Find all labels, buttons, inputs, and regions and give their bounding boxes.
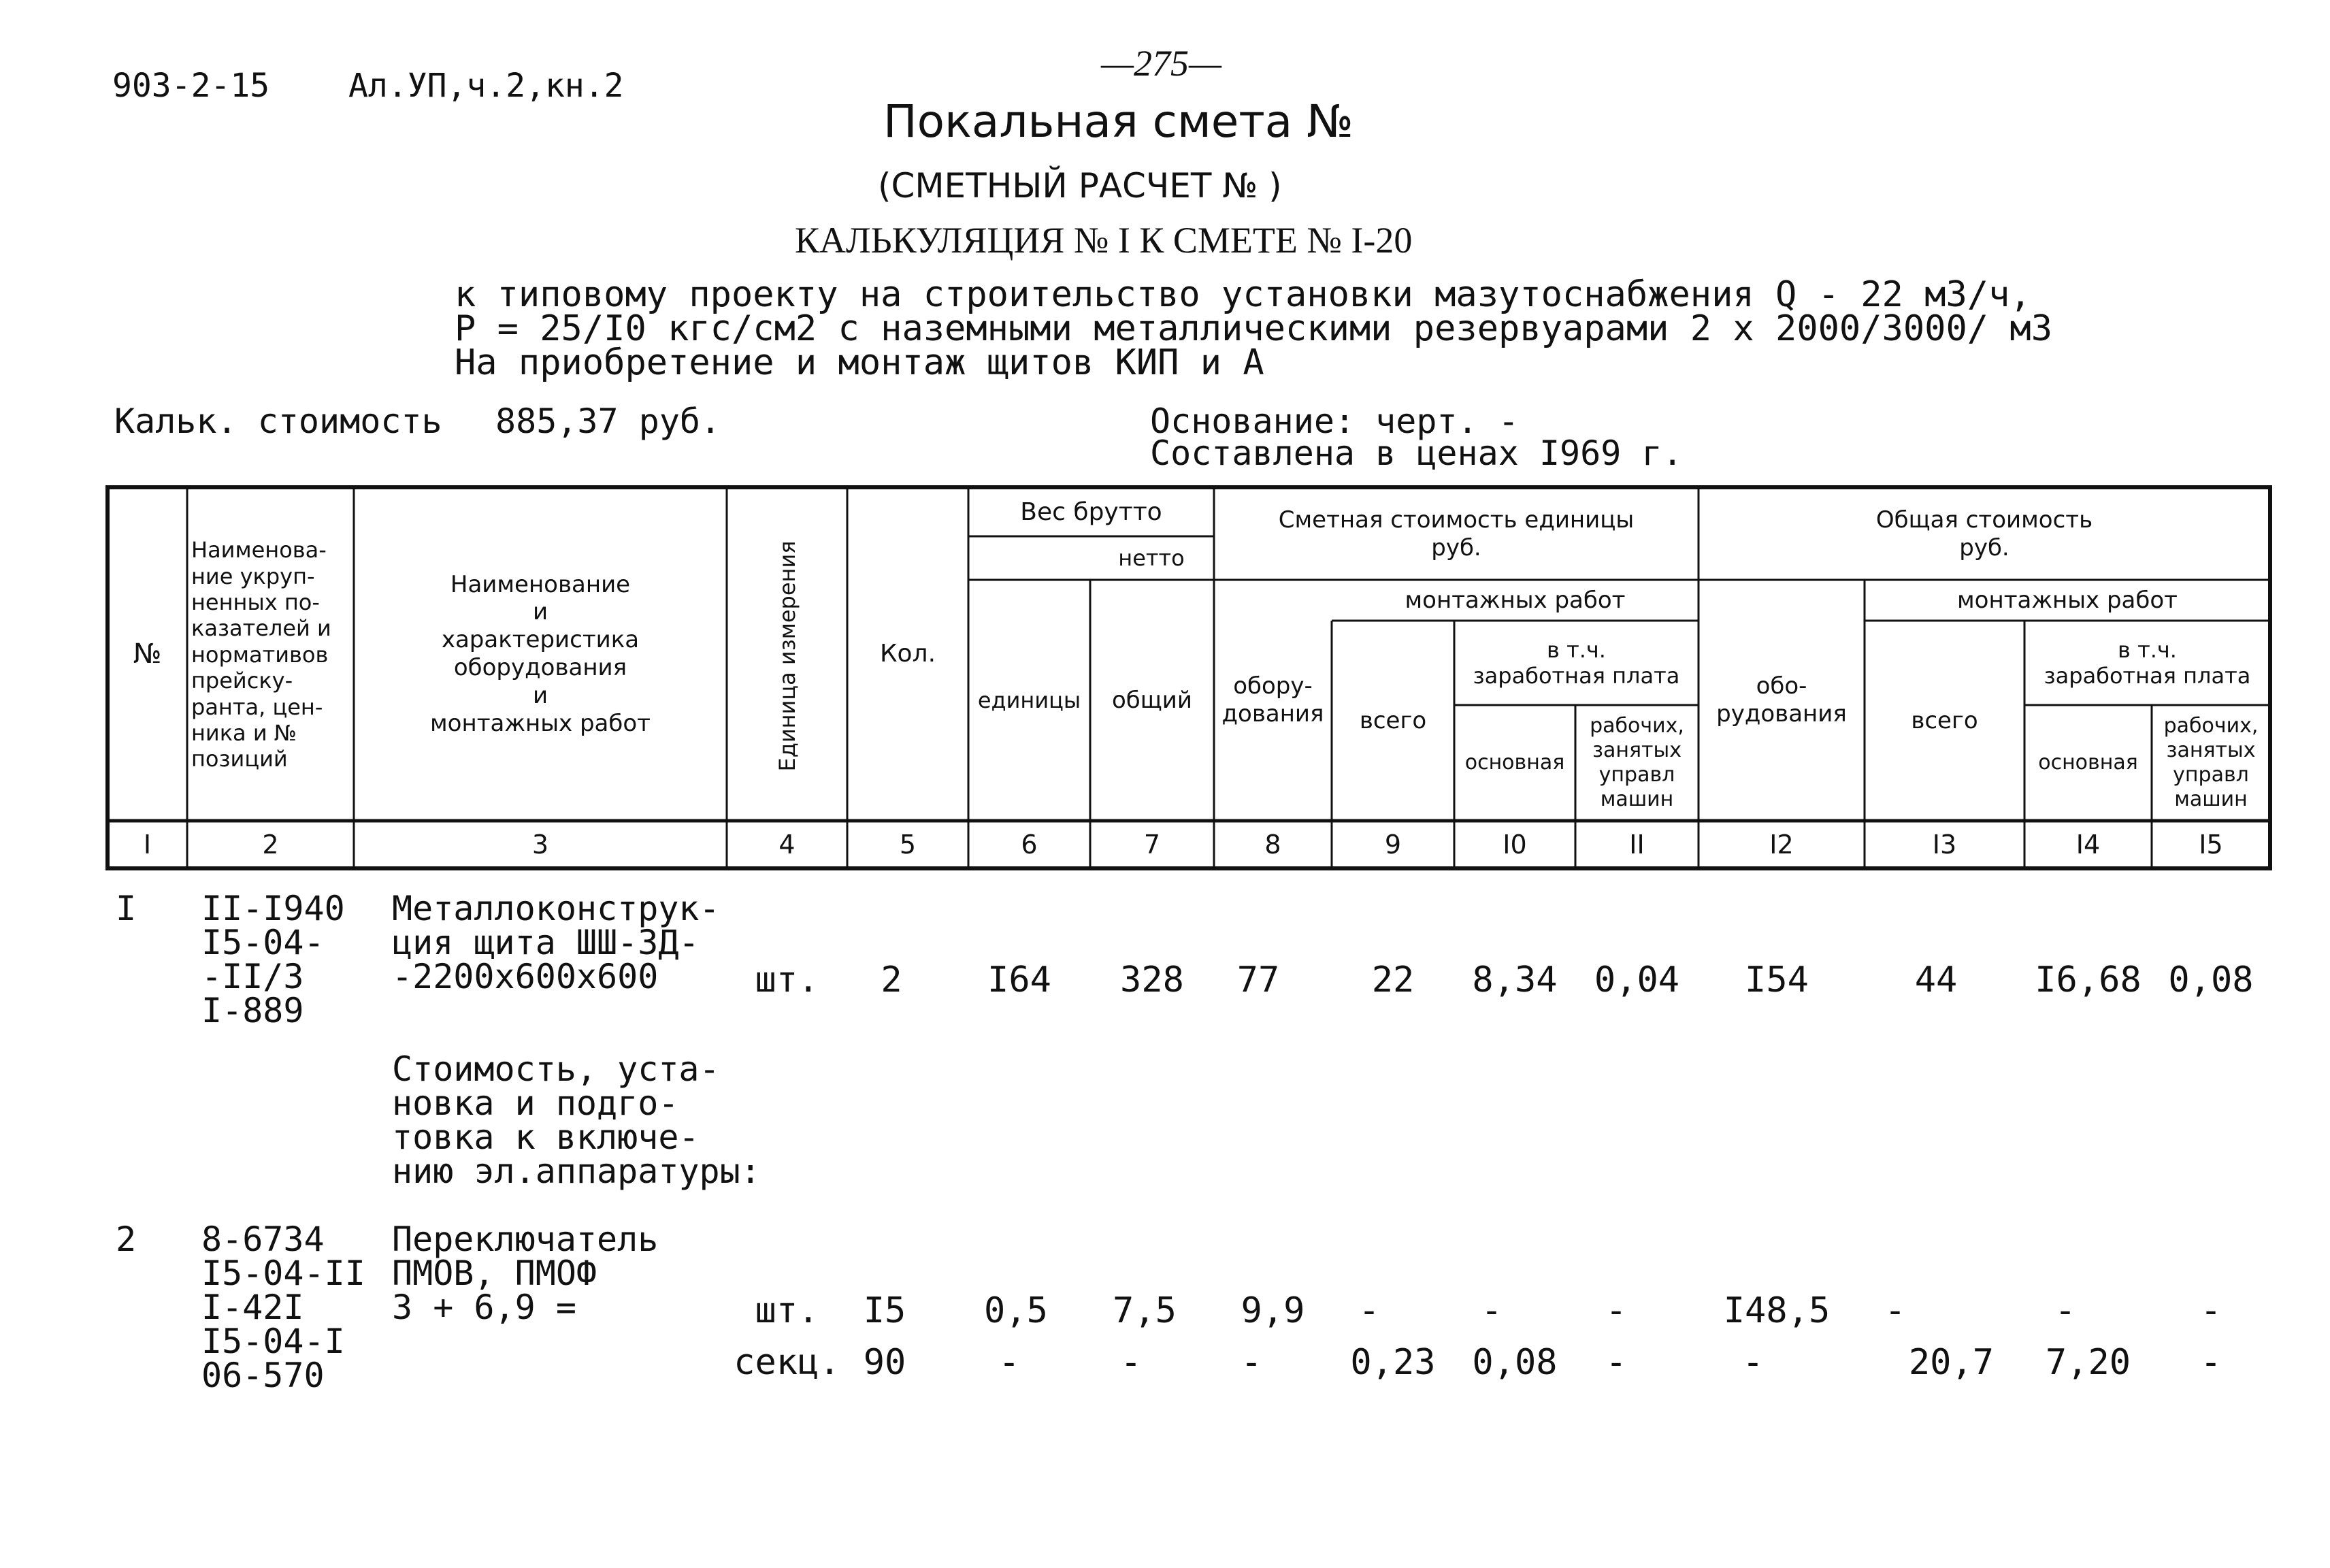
row-total-machine: - xyxy=(2200,1342,2222,1383)
document-code: 903-2-15 xyxy=(112,67,270,105)
row-total-weight: - xyxy=(1120,1342,1142,1383)
total-wages-header: в т.ч. заработная плата xyxy=(2044,636,2251,689)
row-unit: шт. xyxy=(755,1290,819,1331)
calculation-title: КАЛЬКУЛЯЦИЯ № I К СМЕТЕ № I-20 xyxy=(795,220,1413,261)
row-unit-equipment: 9,9 xyxy=(1241,1290,1305,1331)
compiled-prices: Составлена в ценах I969 г. xyxy=(1150,434,1683,473)
row-code: II-I940 I5-04- -II/3 I-889 xyxy=(201,889,345,1030)
estimate-title: Покальная смета № xyxy=(883,95,1353,148)
row-unit-machine: - xyxy=(1605,1342,1627,1383)
row-unit-all: 0,23 xyxy=(1350,1342,1436,1383)
unit-weight-header: единицы xyxy=(977,687,1081,713)
cost-value: 885,37 руб. xyxy=(495,402,721,441)
row-total-all: 44 xyxy=(1914,960,1958,1000)
row-unit-weight: - xyxy=(998,1342,1020,1383)
column-number: 2 xyxy=(262,830,279,860)
weight-brutto-header: Вес брутто xyxy=(1020,498,1162,527)
album-reference: Ал.УП,ч.2,кн.2 xyxy=(348,67,624,105)
row-total-all: - xyxy=(1884,1290,1906,1331)
row-note: Стоимость, уста- новка и подго- товка к включе- нию эл.аппаратуры: xyxy=(392,1049,761,1191)
column-number: 9 xyxy=(1384,830,1402,860)
row-unit-machine: 0,04 xyxy=(1594,960,1680,1000)
row-total-basic: 7,20 xyxy=(2045,1342,2131,1383)
column-number: I3 xyxy=(1932,830,1957,860)
total-basic-header: основная xyxy=(2038,751,2138,774)
total-all-header: всего xyxy=(1911,706,1978,734)
row-unit: секц. xyxy=(734,1342,840,1383)
column-number: 7 xyxy=(1143,830,1161,860)
row-total-machine: - xyxy=(2200,1290,2222,1331)
row-total-equipment: - xyxy=(1742,1342,1764,1383)
unit-wages-header: в т.ч. заработная плата xyxy=(1473,636,1680,689)
row-unit-machine: - xyxy=(1605,1290,1627,1331)
total-machine-header: рабочих, занятых управл машин xyxy=(2163,714,2259,811)
row-unit-basic: 0,08 xyxy=(1472,1342,1558,1383)
unit-equipment-header: обору- дования xyxy=(1221,672,1324,728)
page-number: —275— xyxy=(1101,43,1222,84)
unit-machine-header: рабочих, занятых управл машин xyxy=(1590,714,1684,811)
col-name-header: Наименование и характеристика оборудования и монтажных работ xyxy=(430,570,651,737)
total-cost-header: Общая стоимость руб. xyxy=(1875,506,2093,561)
col-unit-header: Единица измерения xyxy=(774,540,800,772)
column-number: 8 xyxy=(1264,830,1281,860)
weight-netto-header: нетто xyxy=(1118,544,1185,571)
row-qty: 90 xyxy=(863,1342,906,1383)
row-code: 8-6734 I5-04-II I-42I I5-04-I 06-570 xyxy=(201,1220,365,1395)
total-weight-header: общий xyxy=(1112,686,1192,714)
row-unit-weight: I64 xyxy=(987,960,1051,1000)
description-line: P = 25/I0 кгс/см2 с наземными металлическими резервуарами 2 х 2000/3000/ м3 xyxy=(455,308,2052,349)
total-equipment-header: обо- рудования xyxy=(1716,672,1847,728)
column-number: II xyxy=(1629,830,1645,860)
col-code-header: Наименова- ние укруп- ненных по- казателей и нормативов прейску- ранта, цен- ника и № позиций xyxy=(191,537,331,772)
estimate-subtitle: (СМЕТНЫЙ РАСЧЕТ № ) xyxy=(878,166,1282,206)
col-number-header: № xyxy=(133,638,162,670)
row-total-weight: 328 xyxy=(1120,960,1184,1000)
row-qty: 2 xyxy=(881,960,902,1000)
total-install-header: монтажных работ xyxy=(1957,586,2178,614)
row-unit: шт. xyxy=(755,960,819,1000)
col-qty-header: Кол. xyxy=(879,640,936,668)
description xyxy=(455,274,2052,383)
column-number: 6 xyxy=(1021,830,1038,860)
column-number: I xyxy=(143,830,152,860)
row-number: I xyxy=(116,889,137,928)
cost-label: Кальк. стоимость xyxy=(114,402,442,441)
column-number: I4 xyxy=(2075,830,2101,860)
row-total-all: 20,7 xyxy=(1908,1342,1995,1383)
row-unit-equipment: - xyxy=(1241,1342,1262,1383)
row-name: Металлоконструк- ция щита ШШ-ЗД- -2200х600х600 xyxy=(392,889,720,996)
row-total-machine: 0,08 xyxy=(2168,960,2254,1000)
description-line: На приобретение и монтаж щитов КИП и А xyxy=(455,342,1264,383)
row-unit-all: 22 xyxy=(1371,960,1415,1000)
row-name: Переключатель ПМОВ, ПМОФ 3 + 6,9 = xyxy=(392,1220,659,1327)
row-unit-basic: 8,34 xyxy=(1472,960,1558,1000)
column-number: I5 xyxy=(2199,830,2223,860)
row-total-equipment: I48,5 xyxy=(1723,1290,1831,1331)
row-total-weight: 7,5 xyxy=(1113,1290,1177,1331)
column-number: 5 xyxy=(899,830,917,860)
basis: Основание: черт. - xyxy=(1150,402,1519,441)
unit-install-header: монтажных работ xyxy=(1405,586,1626,614)
column-number: 4 xyxy=(778,830,795,860)
row-total-basic: - xyxy=(2054,1290,2076,1331)
row-number: 2 xyxy=(116,1220,137,1259)
row-qty: I5 xyxy=(863,1290,906,1331)
row-unit-equipment: 77 xyxy=(1236,960,1280,1000)
column-number: I0 xyxy=(1503,830,1527,860)
column-number: 3 xyxy=(531,830,549,860)
row-total-basic: I6,68 xyxy=(2035,960,2142,1000)
row-total-equipment: I54 xyxy=(1745,960,1809,1000)
column-number: I2 xyxy=(1769,830,1794,860)
row-unit-all: - xyxy=(1358,1290,1380,1331)
unit-cost-header: Сметная стоимость единицы руб. xyxy=(1278,506,1635,561)
unit-basic-header: основная xyxy=(1464,751,1565,774)
row-unit-weight: 0,5 xyxy=(984,1290,1048,1331)
unit-all-header: всего xyxy=(1359,706,1427,734)
description-line: к типовому проекту на строительство установки мазутоснабжения Q - 22 м3/ч, xyxy=(455,274,2031,315)
row-unit-basic: - xyxy=(1481,1290,1503,1331)
